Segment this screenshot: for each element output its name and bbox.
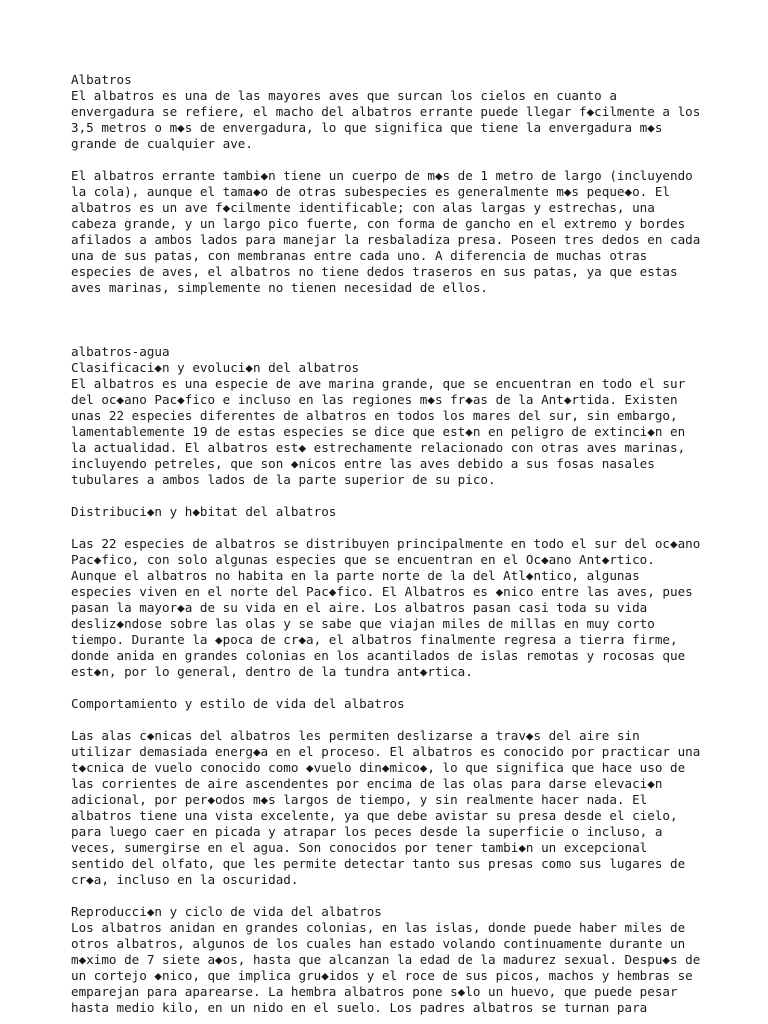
reproduction-heading: Reproducci◆n y ciclo de vida del albatros	[71, 904, 382, 919]
intro-paragraph: El albatros es una de las mayores aves que surcan los cielos en cuanto a envergadura se refiere, el macho del albatros errante puede llegar f◆cilmente a los 3,5 metros o m◆s de envergadura, lo que significa que tiene la envergadura m◆s grande de cualquier ave.	[71, 88, 701, 151]
document-title: Albatros	[71, 72, 132, 87]
classification-section: Clasificaci◆n y evoluci◆n del albatros El albatros es una especie de ave marina grande, que se encuentran en todo el sur del oc◆ano Pac◆fico e incluso en las regiones m◆s fr◆as de la Ant◆rtida. Existen unas 22 especies diferentes de albatros en todos los mares del sur, sin embargo, lamentablemente 19 de estas especies se dice que est◆n en peligro de extinci◆n en la actualidad. El albatros est◆ estrechamente relacionado con otras aves marinas, incluyendo petreles, que son ◆nicos entre las aves debido a sus fosas nasales tubulares a ambos lados de la parte superior de su pico.	[71, 360, 761, 488]
behavior-paragraph: Las alas c◆nicas del albatros les permiten deslizarse a trav◆s del aire sin utilizar demasiada energ◆a en el proceso. El albatros es conocido por practicar una t◆cnica de vuelo conocido como ◆vuelo din◆mico◆, lo que significa que hace uso de las corrientes de aire ascendentes por encima de las olas para darse elevaci◆n adicional, por per◆odos m◆s largos de tiempo, y sin realmente hacer nada. El albatros tiene una vista excelente, ya que debe avistar su presa desde el cielo, para luego caer en picada y atrapar los peces desde la superficie o incluso, a veces, sumergirse en el agua. Son conocidos por tener tambi◆n un excepcional sentido del olfato, que les permite detectar tanto sus presas como sus lugares de cr◆a, incluso en la oscuridad.	[71, 728, 701, 887]
image-caption: albatros-agua	[71, 344, 170, 359]
classification-heading: Clasificaci◆n y evoluci◆n del albatros	[71, 360, 360, 375]
document-page	[71, 72, 761, 1016]
distribution-heading: Distribuci◆n y h◆bitat del albatros	[71, 504, 337, 519]
distribution-paragraph: Las 22 especies de albatros se distribuyen principalmente en todo el sur del oc◆ano Pac◆fico, con solo algunas especies que se encuentran en el Oc◆ano Ant◆rtico. Aunque el albatros no habita en la parte norte de la del Atl◆ntico, algunas especies viven en el norte del Pac◆fico. El Albatros es ◆nico entre las aves, pues pasan la mayor◆a de su vida en el aire. Los albatros pasan casi toda su vida desliz◆ndose sobre las olas y se sabe que viajan miles de millas en muy corto tiempo. Durante la ◆poca de cr◆a, el albatros finalmente regresa a tierra firme, donde anida en grandes colonias en los acantilados de islas remotas y rocosas que est◆n, por lo general, dentro de la tundra ant◆rtica.	[71, 536, 701, 679]
behavior-heading: Comportamiento y estilo de vida del albatros	[71, 696, 405, 711]
reproduction-section: Reproducci◆n y ciclo de vida del albatros Los albatros anidan en grandes colonias, en las islas, donde puede haber miles de otros albatros, algunos de los cuales han estado volando continuamente durante un m◆ximo de 7 siete a◆os, hasta que alcanzan la edad de la madurez sexual. Despu◆s de un cortejo ◆nico, que implica gru◆idos y el roce de sus picos, machos y hembras se emparejan para aparearse. La hembra albatros pone s◆lo un huevo, que puede pesar hasta medio kilo, en un nido en el suelo. Los padres albatros se turnan para	[71, 904, 761, 1016]
description-paragraph: El albatros errante tambi◆n tiene un cuerpo de m◆s de 1 metro de largo (incluyendo la cola), aunque el tama◆o de otras subespecies es generalmente m◆s peque◆o. El albatros es un ave f◆cilmente identificable; con alas largas y estrechas, una cabeza grande, y un largo pico fuerte, con forma de gancho en el extremo y bordes afilados a ambos lados para manejar la resbaladiza presa. Poseen tres dedos en cada una de sus patas, con membranas entre cada uno. A diferencia de muchas otras especies de aves, el albatros no tiene dedos traseros en sus patas, ya que estas aves marinas, simplemente no tienen necesidad de ellos.	[71, 168, 701, 295]
